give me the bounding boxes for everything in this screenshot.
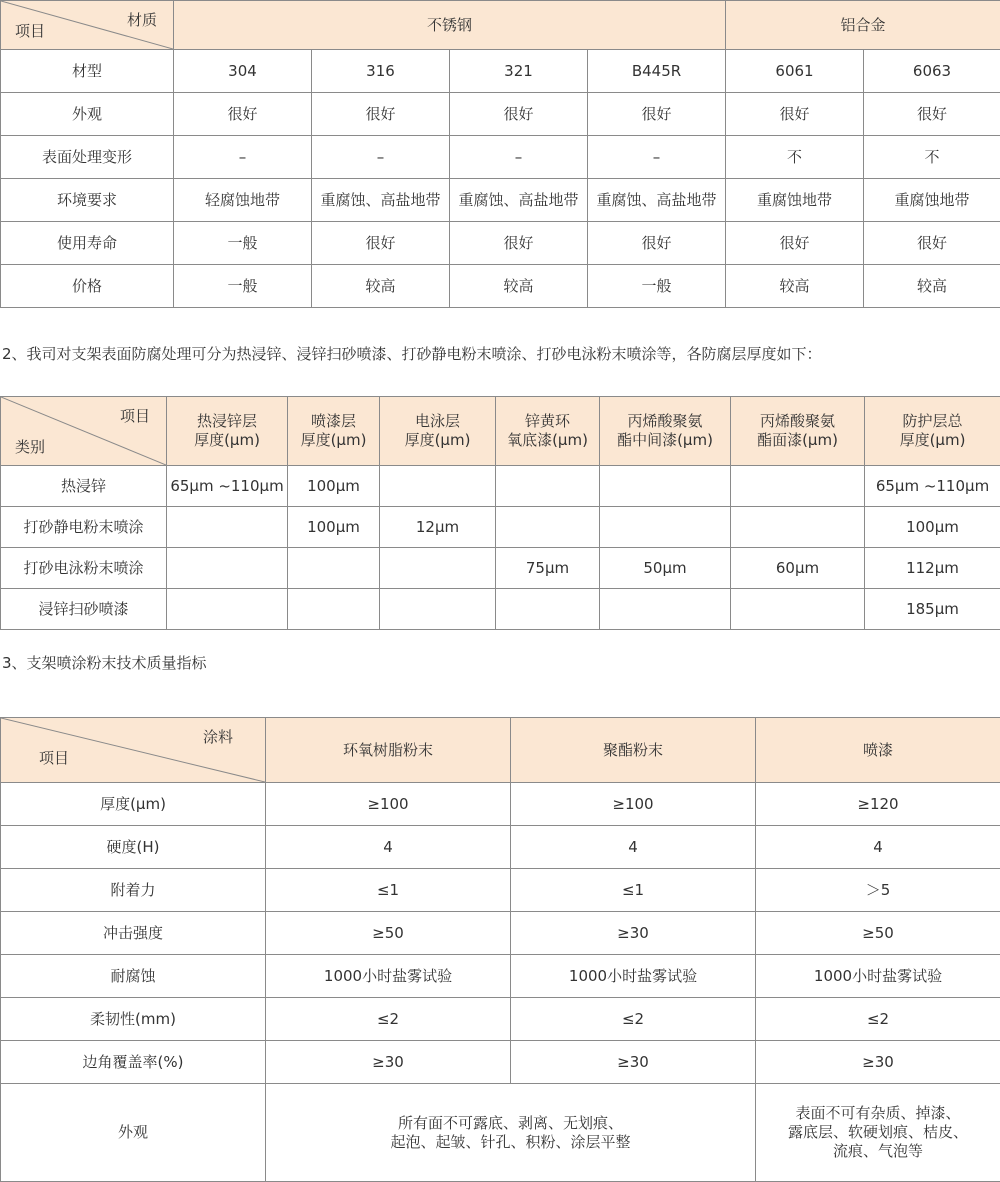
table-row — [1, 783, 1000, 826]
table-cell: 75μm — [496, 548, 600, 589]
row-label: 冲击强度 — [1, 912, 266, 955]
row-label: 外观 — [1, 93, 174, 136]
table-cell: 较高 — [312, 265, 450, 308]
row-label: 环境要求 — [1, 179, 174, 222]
coating-thickness-table — [0, 396, 1000, 630]
table-cell — [496, 507, 600, 548]
table-cell: 很好 — [864, 93, 1000, 136]
table-cell: 65μm ~110μm — [865, 466, 1000, 507]
table-row — [1, 222, 1000, 265]
column-header: 喷漆层 厚度(μm) — [288, 397, 380, 466]
table-cell: 4 — [511, 826, 756, 869]
table3-corner-bottom: 项目 — [39, 749, 69, 768]
table-cell: ≤2 — [756, 998, 1000, 1041]
table-cell: 重腐蚀、高盐地带 — [312, 179, 450, 222]
table-cell: 很好 — [588, 93, 726, 136]
table-cell — [288, 589, 380, 630]
table-row — [1, 50, 1000, 93]
table-cell: ≤1 — [266, 869, 511, 912]
table-cell: 很好 — [312, 222, 450, 265]
row-label: 外观 — [1, 1084, 266, 1182]
table-cell: 一般 — [174, 222, 312, 265]
row-label: 厚度(μm) — [1, 783, 266, 826]
table-cell — [167, 507, 288, 548]
table-cell: 4 — [266, 826, 511, 869]
table-cell: 很好 — [174, 93, 312, 136]
table2-corner-bottom: 类别 — [15, 438, 45, 457]
table1-group-header: 不锈钢 — [174, 1, 726, 50]
table-cell — [380, 589, 496, 630]
table-cell — [288, 548, 380, 589]
table-cell: 不 — [726, 136, 864, 179]
column-header: 防护层总 厚度(μm) — [865, 397, 1000, 466]
powder-quality-table — [0, 717, 1000, 1182]
row-label: 热浸锌 — [1, 466, 167, 507]
column-header: 环氧树脂粉末 — [266, 718, 511, 783]
table-row — [1, 955, 1000, 998]
table-cell — [600, 507, 731, 548]
table-row — [1, 265, 1000, 308]
table-cell: ≤2 — [511, 998, 756, 1041]
table-cell — [167, 589, 288, 630]
column-header: 电泳层 厚度(μm) — [380, 397, 496, 466]
column-header: 热浸锌层 厚度(μm) — [167, 397, 288, 466]
row-label: 耐腐蚀 — [1, 955, 266, 998]
table-cell: 重腐蚀、高盐地带 — [588, 179, 726, 222]
table-cell: 很好 — [864, 222, 1000, 265]
table-cell: ≥100 — [266, 783, 511, 826]
column-header: 锌黄环 氧底漆(μm) — [496, 397, 600, 466]
table-cell: 50μm — [600, 548, 731, 589]
table-cell: 1000小时盐雾试验 — [511, 955, 756, 998]
table-cell: 100μm — [288, 507, 380, 548]
table-row — [1, 912, 1000, 955]
table-cell: ≥100 — [511, 783, 756, 826]
table-cell — [380, 548, 496, 589]
material-comparison-table — [0, 0, 1000, 308]
table-cell — [731, 507, 865, 548]
table-row — [1, 1041, 1000, 1084]
table-cell: 较高 — [726, 265, 864, 308]
table-cell: 1000小时盐雾试验 — [756, 955, 1000, 998]
column-header: 丙烯酸聚氨 酯面漆(μm) — [731, 397, 865, 466]
row-label: 材型 — [1, 50, 174, 93]
table-cell: 不 — [864, 136, 1000, 179]
table-cell: ＞5 — [756, 869, 1000, 912]
table-cell: 一般 — [174, 265, 312, 308]
table-cell — [600, 589, 731, 630]
table-cell: ≥120 — [756, 783, 1000, 826]
table-cell: ≤2 — [266, 998, 511, 1041]
section-2-text: 2、我司对支架表面防腐处理可分为热浸锌、浸锌扫砂喷漆、打砂静电粉末喷涂、打砂电泳粉末喷涂等，各防腐层厚度如下： — [2, 343, 822, 364]
table-cell: 60μm — [731, 548, 865, 589]
row-label: 打砂静电粉末喷涂 — [1, 507, 167, 548]
table1-corner-bottom: 项目 — [15, 22, 45, 41]
table-cell: ≥30 — [756, 1041, 1000, 1084]
row-label: 打砂电泳粉末喷涂 — [1, 548, 167, 589]
table-cell — [600, 466, 731, 507]
table-cell: 6061 — [726, 50, 864, 93]
table-cell: ≥30 — [511, 1041, 756, 1084]
table-row — [1, 589, 1000, 630]
table-row — [1, 998, 1000, 1041]
table-row — [1, 869, 1000, 912]
table-cell: 重腐蚀、高盐地带 — [450, 179, 588, 222]
table-row — [1, 548, 1000, 589]
table-cell: 很好 — [312, 93, 450, 136]
table2-corner-header — [1, 397, 167, 466]
table-cell: 316 — [312, 50, 450, 93]
table-cell: – — [312, 136, 450, 179]
table-cell: 12μm — [380, 507, 496, 548]
table-cell: 304 — [174, 50, 312, 93]
table-row — [1, 507, 1000, 548]
table3-corner-header — [1, 718, 266, 783]
table-cell: 轻腐蚀地带 — [174, 179, 312, 222]
table-cell: 重腐蚀地带 — [726, 179, 864, 222]
appearance-spray-cell: 表面不可有杂质、掉漆、 露底层、软硬划痕、桔皮、 流痕、气泡等 — [756, 1084, 1000, 1182]
row-label: 浸锌扫砂喷漆 — [1, 589, 167, 630]
table-cell: 185μm — [865, 589, 1000, 630]
table-cell: 100μm — [288, 466, 380, 507]
table-cell: 很好 — [726, 222, 864, 265]
table-cell: 112μm — [865, 548, 1000, 589]
table-row — [1, 179, 1000, 222]
table-cell: ≥30 — [511, 912, 756, 955]
table-cell — [496, 589, 600, 630]
table-cell — [380, 466, 496, 507]
table-row — [1, 826, 1000, 869]
table-cell: – — [174, 136, 312, 179]
table-cell — [731, 466, 865, 507]
table-cell: 4 — [756, 826, 1000, 869]
table-cell: B445R — [588, 50, 726, 93]
table-cell: 65μm ~110μm — [167, 466, 288, 507]
table-cell: ≥30 — [266, 1041, 511, 1084]
table-cell — [496, 466, 600, 507]
table-cell: 321 — [450, 50, 588, 93]
table-cell: – — [588, 136, 726, 179]
table-cell — [167, 548, 288, 589]
table-cell: 很好 — [450, 222, 588, 265]
table1-corner-top: 材质 — [127, 11, 157, 30]
table-row — [1, 136, 1000, 179]
table-row — [1, 93, 1000, 136]
row-label: 价格 — [1, 265, 174, 308]
table1-group-header: 铝合金 — [726, 1, 1000, 50]
table-cell: ≤1 — [511, 869, 756, 912]
column-header: 丙烯酸聚氨 酯中间漆(μm) — [600, 397, 731, 466]
row-label: 使用寿命 — [1, 222, 174, 265]
table-cell — [731, 589, 865, 630]
table-cell: 很好 — [450, 93, 588, 136]
section-3-text: 3、支架喷涂粉末技术质量指标 — [2, 652, 207, 673]
table-cell: 6063 — [864, 50, 1000, 93]
table-row — [1, 1084, 1000, 1182]
table2-corner-top: 项目 — [120, 407, 150, 426]
row-label: 附着力 — [1, 869, 266, 912]
table-cell: 100μm — [865, 507, 1000, 548]
table-cell: 很好 — [588, 222, 726, 265]
table1-corner-header — [1, 1, 174, 50]
table3-corner-top: 涂料 — [203, 728, 233, 747]
table-cell: 较高 — [450, 265, 588, 308]
table-cell: 1000小时盐雾试验 — [266, 955, 511, 998]
appearance-merged-cell: 所有面不可露底、剥离、无划痕、 起泡、起皱、针孔、积粉、涂层平整 — [266, 1084, 756, 1182]
row-label: 表面处理变形 — [1, 136, 174, 179]
column-header: 聚酯粉末 — [511, 718, 756, 783]
row-label: 硬度(H) — [1, 826, 266, 869]
table-cell: 一般 — [588, 265, 726, 308]
table-row — [1, 466, 1000, 507]
row-label: 柔韧性(mm) — [1, 998, 266, 1041]
table-cell: ≥50 — [266, 912, 511, 955]
row-label: 边角覆盖率(%) — [1, 1041, 266, 1084]
table-cell: 很好 — [726, 93, 864, 136]
column-header: 喷漆 — [756, 718, 1000, 783]
table-cell: 重腐蚀地带 — [864, 179, 1000, 222]
table-cell: – — [450, 136, 588, 179]
table-cell: ≥50 — [756, 912, 1000, 955]
table-cell: 较高 — [864, 265, 1000, 308]
